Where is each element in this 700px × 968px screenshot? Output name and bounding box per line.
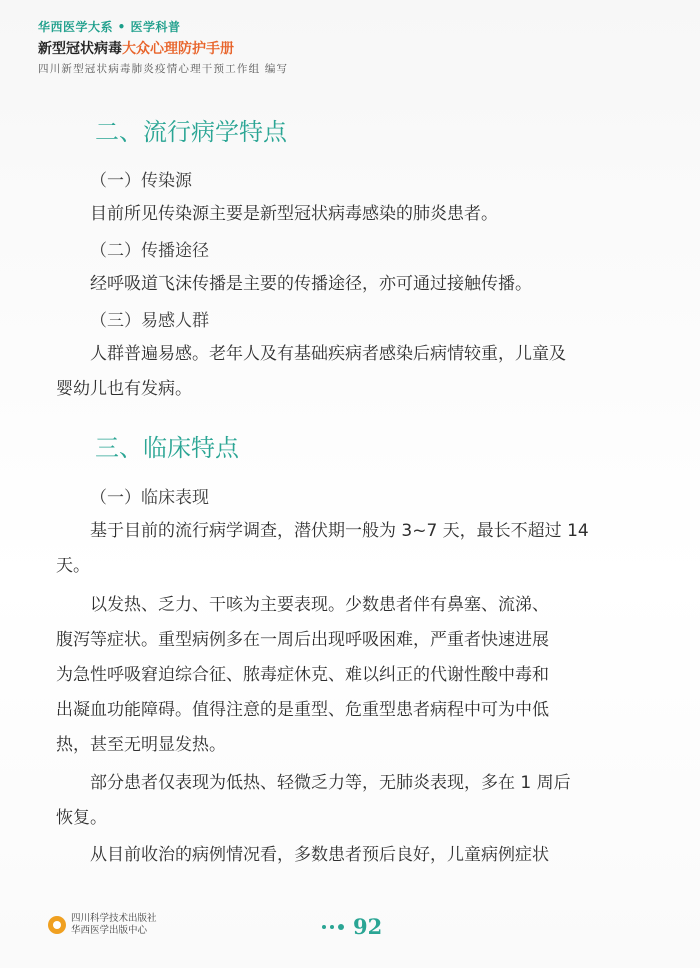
paragraph-symptoms-line4: 出凝血功能障碍。值得注意的是重型、危重型患者病程中可为中低 bbox=[56, 700, 549, 720]
paragraph-mild-line1: 部分患者仅表现为低热、轻微乏力等，无肺炎表现，多在 1 周后 bbox=[90, 773, 571, 793]
paragraph-prognosis-line1: 从目前收治的病例情况看，多数患者预后良好，儿童病例症状 bbox=[90, 845, 549, 865]
page-dot-icon bbox=[322, 925, 326, 929]
section-title-clinical: 三、临床特点 bbox=[95, 434, 239, 462]
page-dot-icon bbox=[330, 925, 334, 929]
page-dot-icon bbox=[338, 924, 344, 930]
publisher-names bbox=[71, 913, 157, 937]
authors-line: 四川新型冠状病毒肺炎疫情心理干预工作组 编写 bbox=[38, 63, 289, 75]
book-title-main: 新型冠状病毒 bbox=[38, 41, 122, 57]
paragraph-transmission: 经呼吸道飞沫传播是主要的传播途径，亦可通过接触传播。 bbox=[90, 274, 532, 294]
paragraph-incubation-line2: 天。 bbox=[56, 556, 90, 576]
paragraph-incubation-line1: 基于目前的流行病学调查，潜伏期一般为 3~7 天，最长不超过 14 bbox=[90, 521, 589, 541]
publisher-block bbox=[48, 913, 157, 937]
subheading-susceptible: （三）易感人群 bbox=[90, 311, 209, 331]
page-number-block bbox=[322, 914, 382, 939]
publisher-logo-icon bbox=[48, 916, 66, 934]
paragraph-symptoms-line5: 热，甚至无明显发热。 bbox=[56, 735, 226, 755]
subheading-infection-source: （一）传染源 bbox=[90, 171, 192, 191]
publisher-name-1: 四川科学技术出版社 bbox=[71, 913, 157, 924]
page-number: 92 bbox=[353, 914, 383, 939]
subheading-clinical-presentation: （一）临床表现 bbox=[90, 488, 209, 508]
publisher-name-2: 华西医学出版中心 bbox=[71, 925, 148, 936]
paragraph-symptoms-line1: 以发热、乏力、干咳为主要表现。少数患者伴有鼻塞、流涕、 bbox=[90, 595, 549, 615]
paragraph-infection-source: 目前所见传染源主要是新型冠状病毒感染的肺炎患者。 bbox=[90, 204, 498, 224]
paragraph-symptoms-line2: 腹泻等症状。重型病例多在一周后出现呼吸困难，严重者快速进展 bbox=[56, 630, 549, 650]
paragraph-susceptible-line1: 人群普遍易感。老年人及有基础疾病者感染后病情较重，儿童及 bbox=[90, 344, 566, 364]
subheading-transmission: （二）传播途径 bbox=[90, 241, 209, 261]
page-header bbox=[38, 18, 288, 76]
paragraph-susceptible-line2: 婴幼儿也有发病。 bbox=[56, 379, 192, 399]
section-title-epidemiology: 二、流行病学特点 bbox=[95, 118, 287, 146]
book-title bbox=[38, 38, 288, 58]
paragraph-symptoms-line3: 为急性呼吸窘迫综合征、脓毒症休克、难以纠正的代谢性酸中毒和 bbox=[56, 665, 549, 685]
series-label: 华西医学大系 • 医学科普 bbox=[38, 20, 181, 34]
book-title-highlight: 大众心理防护手册 bbox=[122, 41, 234, 57]
paragraph-mild-line2: 恢复。 bbox=[56, 808, 107, 828]
